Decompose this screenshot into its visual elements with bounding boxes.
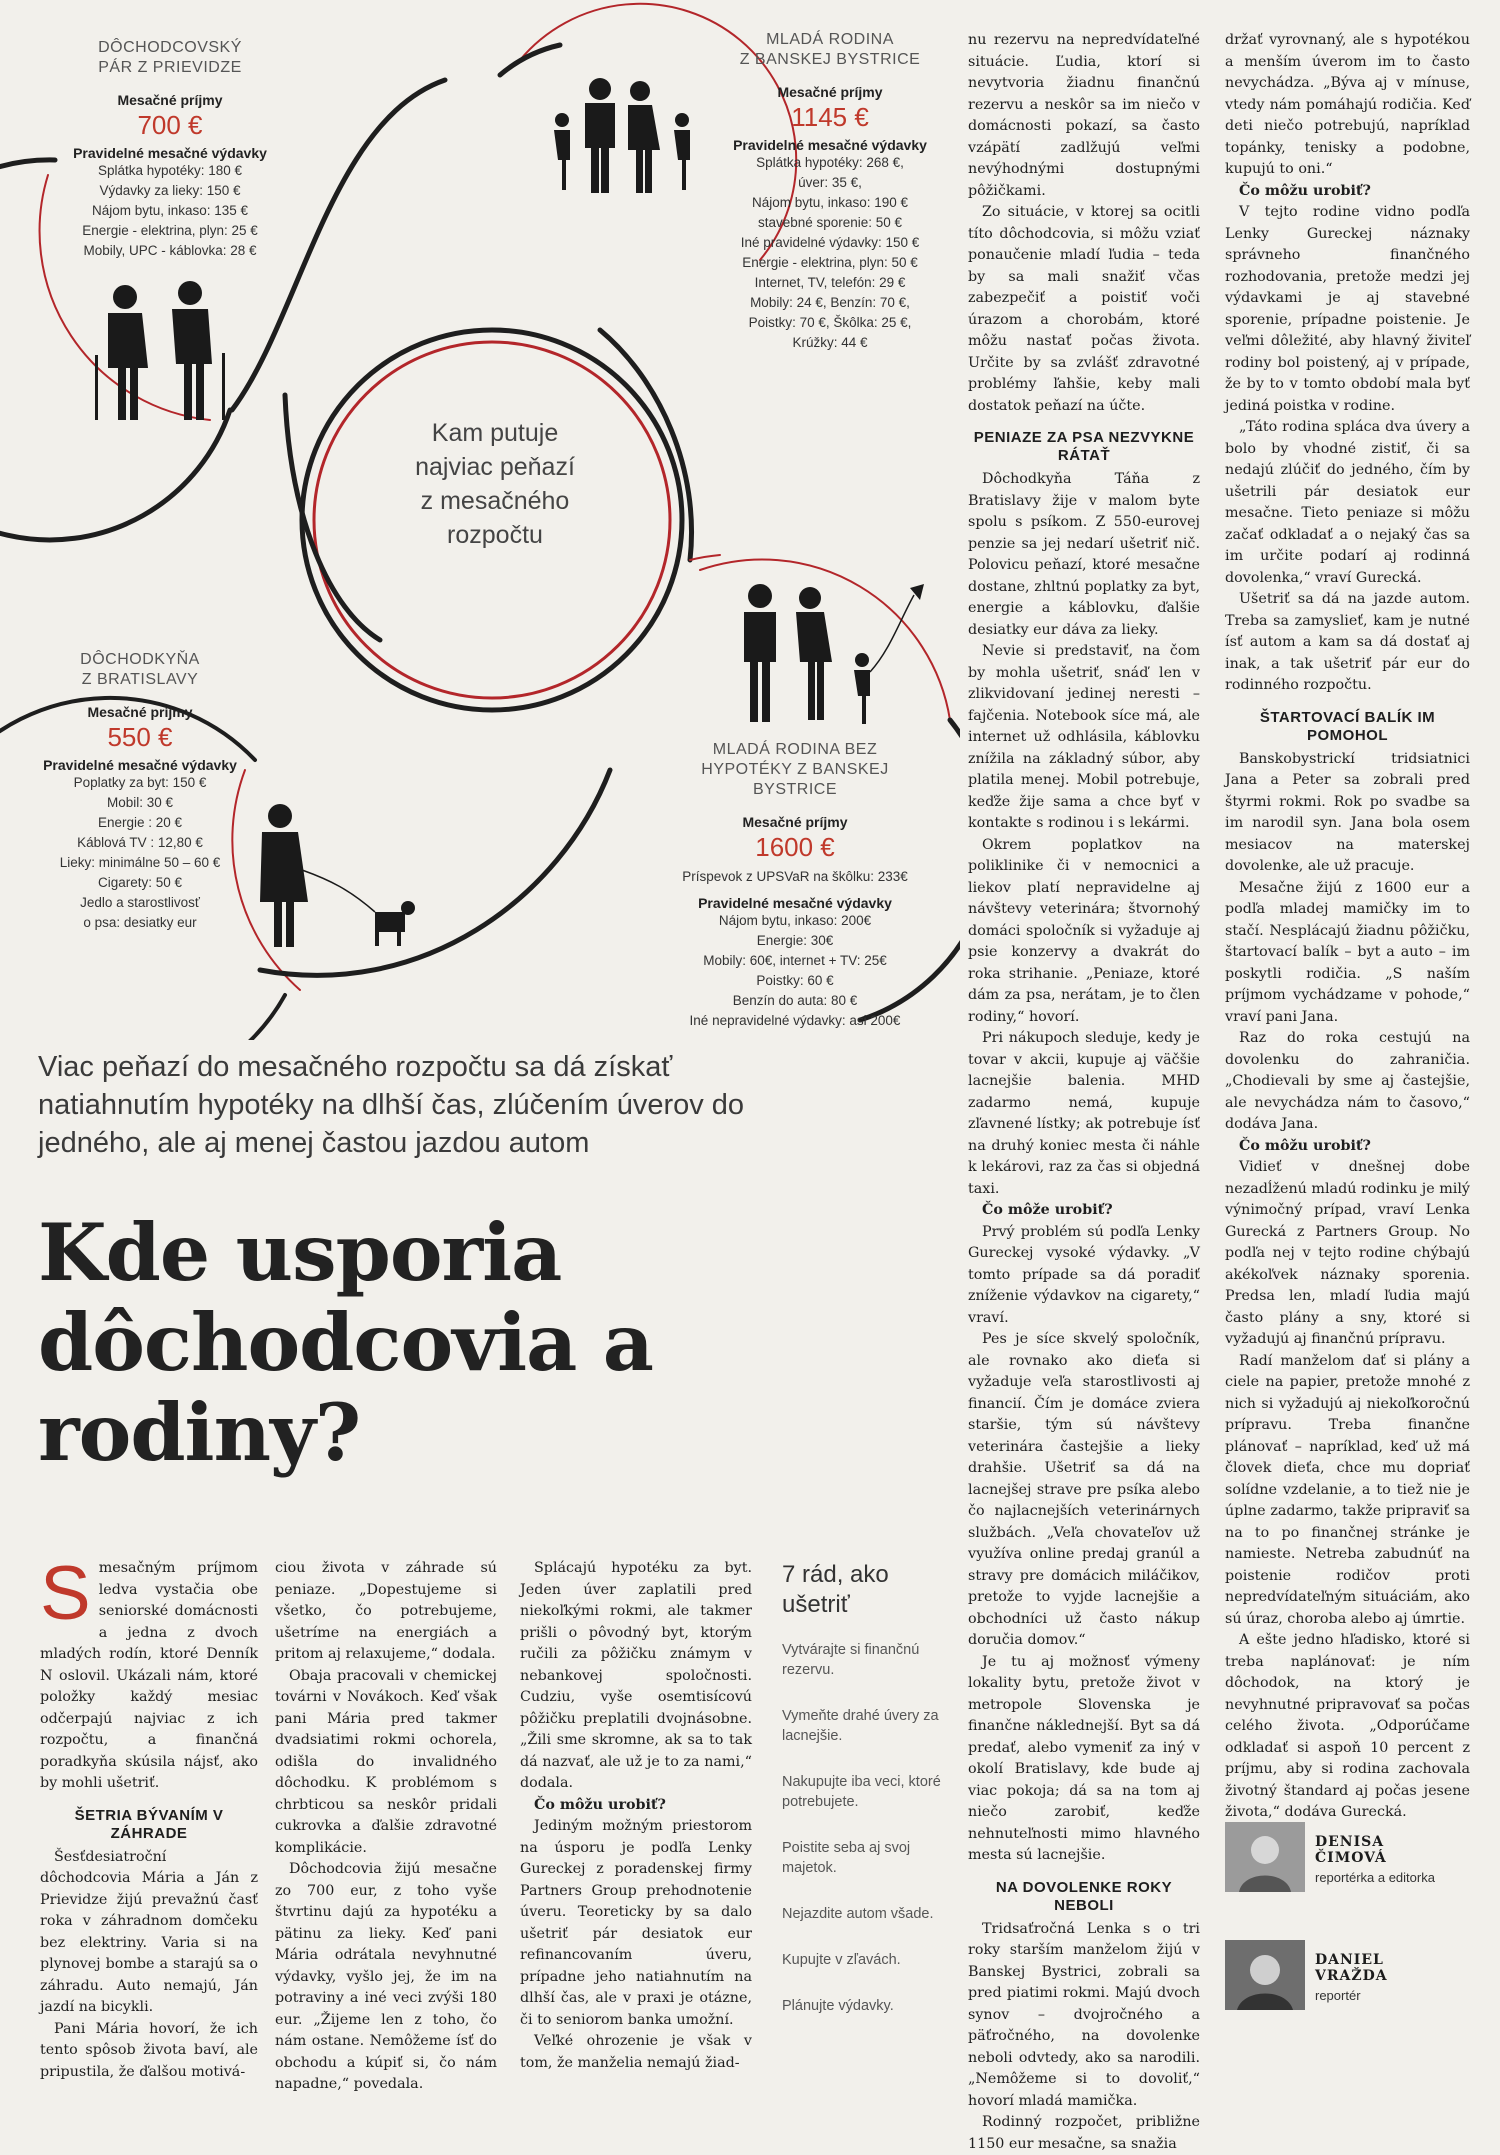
income-label: Mesačné príjmy — [87, 704, 193, 720]
expenses-label: Pravidelné mesačné výdavky — [73, 145, 267, 161]
expense-line: Poistky: 60 € — [756, 973, 834, 988]
paragraph: Pani Mária hovorí, že ich tento spôsob života baví, ale pripustila, že ďalšou motivá- — [40, 2020, 258, 2080]
expense-line: Mobily, UPC - káblovka: 28 € — [83, 243, 257, 258]
article-column-3 — [520, 1558, 752, 2074]
column-body — [1225, 30, 1470, 1824]
profile-title: DÔCHODCOVSKÝ PÁR Z PRIEVIDZE — [98, 39, 242, 76]
article-column-2 — [275, 1558, 497, 2096]
expense-line: Mobily: 24 €, Benzín: 70 €, — [750, 295, 910, 310]
tips-list — [782, 1640, 947, 2016]
woman-with-dog-icon — [240, 800, 425, 950]
paragraph: Splácajú hypotéku za byt. Jeden úver zaplatili pred niekoľkými rokmi, ale takmer prišli o pôvodný byt, ktorým ručili za pôžičku známym v nebankovej spoločnosti. Cudziu, vyše osemtisícovú pôžičku preplatili dvojnásobne. „Žili sme skromne, ak sa to tak dá nazvať, ale už je to za nami,“ dodala. — [520, 1560, 752, 1791]
column-body — [40, 1551, 258, 2083]
tip-item: Vymeňte drahé úvery za lacnejšie. — [782, 1708, 939, 1744]
paragraph: Veľké ohrozenie je však v tom, že manželia nemajú žiad- — [520, 2033, 752, 2071]
author-name: DENISA ČIMOVÁ — [1315, 1834, 1387, 1866]
author-card — [1225, 1940, 1470, 2010]
expense-line: stavebné sporenie: 50 € — [757, 215, 903, 230]
article-column-1 — [40, 1551, 258, 2083]
senior-couple-icon — [80, 275, 240, 425]
tips-title: 7 rád, ako ušetriť — [782, 1561, 889, 1618]
expense-line: Jedlo a starostlivosť — [80, 895, 200, 910]
author-role: reportér — [1315, 1988, 1361, 2003]
paragraph: Tridsaťročná Lenka s o tri roky starším manželom žijú v Banskej Bystrici, zobrali sa pred piatimi rokmi. Majú dvoch synov – dvojročného a päťročného, na dovolenke neboli odvtedy, ako sa narodili. „Nemôžeme si to dovoliť,“ hovorí mladá mamička. — [968, 1920, 1200, 2109]
paragraph: držať vyrovnaný, ale s hypotékou a menším úverom im to často nevychádza. „Býva aj v mínuse, vtedy nám pomáhajú rodičia. Keď deti niečo potrebujú, napríklad topánky, tenisky a podobne, kupujú to oni.“ — [1225, 32, 1470, 177]
expense-line: Splátka hypotéky: 268 €, — [756, 155, 904, 170]
expense-line: Iné pravidelné výdavky: 150 € — [740, 235, 920, 250]
income-amount: 550 € — [107, 722, 173, 752]
paragraph: Dôchodcovia žijú mesačne zo 700 eur, z toho vyše štvrtinu dajú za hypotéku a pätinu za lieky. Keď pani Mária odrátala nevyhnutné výdavky, vyšlo jej, že im na potraviny a iné veci zvýši 180 eur. „Žijeme len z toho, čo nám ostane. Nemôžeme ísť do obchodu a kúpiť si, čo nám napadne,“ povedala. — [275, 1861, 497, 2092]
expenses-label: Pravidelné mesačné výdavky — [43, 757, 237, 773]
expense-line: Energie - elektrina, plyn: 50 € — [742, 255, 918, 270]
tip-item: Kupujte v zľavách. — [782, 1952, 901, 1968]
advice-subheading: Čo môžu urobiť? — [1239, 1137, 1371, 1154]
profile-young-family — [720, 30, 940, 353]
expense-line: Energie: 30€ — [756, 933, 834, 948]
expense-line: o psa: desiatky eur — [83, 915, 197, 930]
expense-line: Poistky: 70 €, Škôlka: 25 €, — [748, 315, 912, 330]
headline: Kde usporia dôchodcovia a rodiny? — [38, 1206, 653, 1479]
expense-line: Mobily: 60€, internet + TV: 25€ — [703, 953, 887, 968]
paragraph: „Táto rodina spláca dva úvery a bolo by vhodné zistiť, či sa nedajú zlúčiť do jedného, čím by ušetrili pár desiatok eur mesačne. Tieto peniaze si môžu začať odkladať a o nejaký čas sa im určite podarí aj rodinná dovolenka,“ vraví Gurecká. — [1225, 419, 1470, 586]
tips-box — [782, 1560, 947, 2042]
expenses-label: Pravidelné mesačné výdavky — [733, 137, 927, 153]
expenses-label: Pravidelné mesačné výdavky — [698, 895, 892, 911]
expense-line: Nájom bytu, inkaso: 190 € — [751, 195, 909, 210]
paragraph: Ušetriť sa dá na jazde autom. Treba sa zamyslieť, kam je nutné ísť autom a kam sa dá dostať aj inak, a tak ušetriť pár eur do rodinného rozpočtu. — [1225, 591, 1470, 693]
expense-line: Internet, TV, telefón: 29 € — [754, 275, 906, 290]
expense-line: úver: 35 €, — [798, 175, 862, 190]
lead-paragraph: Viac peňazí do mesačného rozpočtu sa dá získať natiahnutím hypotéky na dlhší čas, zlúčením úverov do jedného, ale aj menej častou jazdou autom — [38, 1051, 745, 1159]
column-body — [275, 1558, 497, 2096]
expense-line: Energie - elektrina, plyn: 25 € — [82, 223, 258, 238]
family-icon — [540, 75, 705, 195]
dropcap: S — [40, 1551, 91, 1636]
subheading: PENIAZE ZA PSA NEZVYKNE RÁTAŤ — [973, 429, 1195, 464]
paragraph: Zo situácie, v ktorej sa ocitli títo dôchodcovia, si môžu vziať ponaučenie mladí ľudia – teda by sa mali snažiť včas zabezpečiť a poistiť voči úrazom a chorobám, ktoré môžu nastať počas života. Určite by sa zvlášť zdravotné problémy ľahšie, keby mali dostatok peňazí na účte. — [968, 204, 1200, 414]
paragraph: Mesačne žijú z 1600 eur a podľa mladej mamičky im to stačí. Nesplácajú žiadnu pôžičku, štartovací balík – byt a auto – im poskytli rodičia. „S naším príjmom vychádzame v pohode,“ vraví pani Jana. — [1225, 879, 1470, 1025]
paragraph: Pri nákupoch sleduje, kedy je tovar v akcii, kupuje aj väčšie lacnejšie balenia. MHD zadarmo nemá, kupuje zľavnené lístky; ak potrebuje ísť na druhý koniec mesta či náhle k lekárovi, raz za čas si objedná taxi. — [968, 1030, 1200, 1197]
paragraph: Šesťdesiatroční dôchodcovia Mária a Ján z Prievidze žijú prevažnú časť roka v záhradnom domčeku bez elektriny. Varia si na plynovej bombe a starajú sa o záhradu. Auto nemajú, Ján jazdí na bicykli. — [40, 1848, 258, 2015]
expense-line: Nájom bytu, inkaso: 200€ — [718, 913, 872, 928]
income-label: Mesačné príjmy — [117, 92, 223, 108]
paragraph: Pes je síce skvelý spoločník, ale rovnako ako dieťa si vyžaduje veľa starostlivosti aj financií. Čím je domáce zviera staršie, tým sú návštevy veterinára častejšie a lieky drahšie. Ušetriť sa dá na lacnejšej strave pre psíka alebo čo najlacnejších veterinárnych službách. „Veľa chovateľov už využíva online predaj granúl a stravy pre domácich miláčikov, pretože to vyjde lacnejšie a obchodníci už často nákup doručia domov.“ — [968, 1331, 1200, 1648]
advice-subheading: Čo môžu urobiť? — [534, 1796, 666, 1813]
paragraph: V tejto rodine vidno podľa Lenky Gureckej náznaky správneho finančného rozhodovania, pretože medzi jej výdavkami je aj stavebné sporenie, prípadne poistenie. Je veľmi dôležité, aby hlavný živiteľ rodiny bol poistený, aj v prípade, že by to v tomto období mala byť jediná poistka v rodine. — [1225, 204, 1470, 414]
income-amount: 700 € — [137, 110, 203, 140]
income-amount: 1600 € — [755, 832, 835, 862]
tip-item: Nejazdite autom všade. — [782, 1906, 934, 1922]
tip-item: Vytvárajte si finančnú rezervu. — [782, 1642, 920, 1678]
paragraph: Je tu aj možnosť výmeny lokality bytu, pretože život v metropole Slovenska je finančne náklednejší. Byt sa dá predať, alebo vymeniť za iný v okolí Bratislavy, kde bude aj viac pokoja; dá sa na tom aj niečo zarobiť, keďže nehnuteľnosti mimo hlavného mesta sú lacnejšie. — [968, 1653, 1200, 1863]
advice-subheading: Čo môže urobiť? — [982, 1202, 1113, 1218]
column-body — [520, 1558, 752, 2074]
paragraph: Jediným možným priestorom na úsporu je podľa Lenky Gureckej z poradenskej firmy Partners Group prehodnotenie úveru. Teoreticky by sa dalo ušetriť pár desiatok eur refinancovaním úveru, prípadne jeho natiahnutím na dlhší čas, ale v praxi je otázne, či to seniorom banka umožní. — [520, 1818, 752, 2028]
tip-item: Nakupujte iba veci, ktoré potrebujete. — [782, 1774, 941, 1810]
family-with-kite-icon — [730, 580, 940, 730]
subheading: NA DOVOLENKE ROKY NEBOLI — [995, 1878, 1173, 1914]
author-role: reportérka a editorka — [1315, 1870, 1435, 1885]
expense-line: Výdavky za lieky: 150 € — [99, 183, 241, 198]
author-photo — [1225, 1822, 1305, 1892]
income-amount: 1145 € — [791, 102, 869, 132]
tip-item: Poistite seba aj svoj majetok. — [782, 1840, 911, 1876]
paragraph: ciou života v záhrade sú peniaze. „Dopestujeme si všetko, čo potrebujeme, ušetríme na energiách a pritom aj relaxujeme,“ dodala. — [275, 1560, 497, 1662]
advice-subheading: Čo môžu urobiť? — [1239, 182, 1371, 199]
paragraph: Okrem poplatkov na poliklinike či v nemocnici a liekov platí nepravidelne aj návštevy veterinára; štvornohý domáci spoločník si vyžaduje aj psie konzervy a dvakrát do roka strihanie. „Peniaze, ktoré dám za psa, nerátam, je to člen rodiny,“ hovorí. — [968, 836, 1200, 1025]
expense-line: Energie : 20 € — [97, 815, 183, 830]
author-card — [1225, 1822, 1470, 1892]
paragraph: Dôchodkyňa Táňa z Bratislavy žije v malom byte spolu s psíkom. Z 550-eurovej penzie sa jej nedarí ušetriť nič. Polovicu peňazí, ktoré mesačne dostane, zhltnú poplatky za byt, energie a káblovku, ďalšie desiatky eur dáva za lieky. — [968, 471, 1200, 638]
article-column-4 — [968, 30, 1200, 2155]
expense-line: Krúžky: 44 € — [792, 335, 868, 350]
expense-line: Káblová TV : 12,80 € — [77, 835, 203, 850]
expense-line: Iné nepravidelné výdavky: asi 200€ — [689, 1013, 901, 1028]
column-body — [968, 30, 1200, 2155]
expense-line: Nájom bytu, inkaso: 135 € — [91, 203, 249, 218]
paragraph: Prvý problém sú podľa Lenky Gureckej vysoké výdavky. „V tomto prípade sa dá poradiť zníženie výdavkov na cigarety,“ vraví. — [968, 1223, 1200, 1326]
paragraph: Nevie si predstaviť, na čom by mohla ušetriť, snáď len v zlikvidovaní jedinej neresti – fajčenia. Notebook síce má, ale internet už odhlásila, káblovku znížila na základný súbor, aby platila menej. Mobil potrebuje, keďže žije sama a chce byť v kontakte s rodinou i s lekármi. — [968, 643, 1200, 831]
author-name: DANIEL VRAŽDA — [1315, 1952, 1388, 1984]
paragraph: Raz do roka cestujú na dovolenku do zahraničia. „Chodievali by sme aj častejšie, ale nevychádza nám to časovo,“ dodáva Jana. — [1225, 1030, 1470, 1132]
expense-line: Poplatky za byt: 150 € — [73, 775, 207, 790]
income-label: Mesačné príjmy — [777, 84, 883, 100]
article-column-5 — [1225, 30, 1470, 1824]
expense-line: Benzín do auta: 80 € — [732, 993, 858, 1008]
profile-family-no-mortgage — [665, 740, 925, 1031]
profile-title: MLADÁ RODINA Z BANSKEJ BYSTRICE — [739, 31, 921, 68]
tip-item: Plánujte výdavky. — [782, 1998, 894, 2014]
paragraph: Obaja pracovali v chemickej továrni v Novákoch. Keď však pani Mária pred takmer dvadsiatimi rokmi ochorela, odišla do invalidného dôchodku. K problémom s chrbticou sa neskôr pridali cukrovka a ďalšie zdravotné komplikácie. — [275, 1667, 497, 1856]
paragraph: Vidieť v dnešnej dobe nezadĺženú mladú rodinku je milý výnimočný prípad, vraví Lenka Gurecká z Partners Group. No podľa nej v tejto rodine chýbajú akékoľvek náznaky sporenia. Predsa len, mladí ľudia majú často plány a sny, ktoré si vyžadujú aj finančnú prípravu. — [1225, 1159, 1470, 1347]
expense-line: Cigarety: 50 € — [97, 875, 183, 890]
profile-title: MLADÁ RODINA BEZ HYPOTÉKY Z BANSKEJ BYSTRICE — [701, 741, 889, 798]
author-photo — [1225, 1940, 1305, 2010]
paragraph: Radí manželom dať si plány a ciele na papier, pretože mnohé z nich si vyžadujú aj niekoľkoročnú prípravu. Treba finančne plánovať – napríklad, keď už má človek dieťa, chce mu dopriať solídne vzdelanie, a to tiež nie je úplne zadarmo, takže pripraviť sa na to po finančnej stránke je namieste. Netreba zabudnúť na poistenie rodičov proti nepredvídateľným situáciám, ako sú úraz, choroba alebo aj úmrtie. — [1225, 1352, 1470, 1627]
expense-line: Mobil: 30 € — [106, 795, 174, 810]
paragraph: nu rezervu na nepredvídateľné situácie. Ľudia, ktorí si nevytvoria žiadnu finančnú rezervu a neskôr sa im niečo v domácnosti pokazí, sa často vzápätí zadlžujú veľmi nevýhodnými dostupnými pôžičkami. — [968, 32, 1200, 199]
income-label: Mesačné príjmy — [742, 814, 848, 830]
paragraph: Banskobystrickí tridsiatnici Jana a Peter sa zobrali pred štyrmi rokmi. Rok po svadbe sa im narodil syn. Jana bola osem mesiacov na materskej dovolenke, ale už pracuje. — [1225, 750, 1470, 874]
profile-senior-couple — [70, 38, 270, 261]
income-extra: Príspevok z UPSVaR na škôlku: 233€ — [682, 869, 908, 884]
paragraph: A ešte jedno hľadisko, ktoré si treba naplánovať: je ním dôchodok, na ktorý je nevyhnutné pripravovať sa počas celého života. „Odporúčame odkladať si aspoň 10 percent z príjmu, aby si rodina zachovala životný štandard aj počas jesene života,“ dodáva Gurecká. — [1225, 1632, 1470, 1820]
paragraph: Rodinný rozpočet, približne 1150 eur mesačne, sa snažia — [968, 2114, 1200, 2152]
subheading: ŠETRIA BÝVANÍM V ZÁHRADE — [74, 1806, 224, 1842]
expense-line: Splátka hypotéky: 180 € — [97, 163, 243, 178]
paragraph: mesačným príjmom ledva vystačia obe seniorské domácnosti a jedna z dvoch mladých rodín, ktoré Denník N oslovil. Ukázali nám, ktoré položky každý mesiac odčerpajú najviac z ich rozpočtu, a finančná poradkyňa skúsila nájsť, ako by mohli ušetriť. — [40, 1560, 258, 1791]
expense-line: Lieky: minimálne 50 – 60 € — [59, 855, 221, 870]
profile-title: DÔCHODKYŇA Z BRATISLAVY — [80, 651, 200, 688]
infographic-center-title: Kam putuje najviac peňazí z mesačného rozpočtu — [415, 419, 575, 549]
subheading: ŠTARTOVACÍ BALÍK IM POMOHOL — [1259, 708, 1436, 744]
profile-senior-woman — [40, 650, 240, 933]
